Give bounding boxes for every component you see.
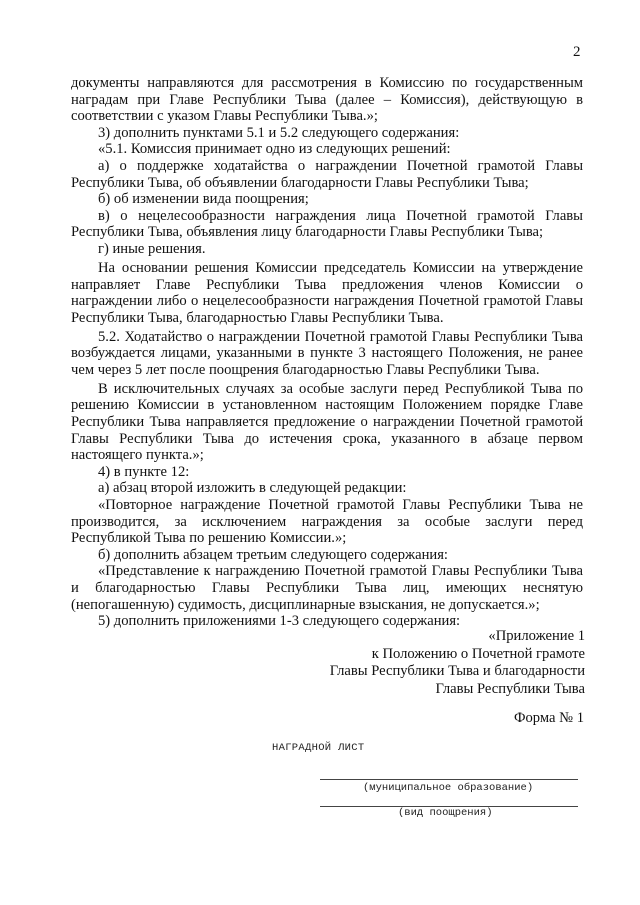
paragraph-item-5: 5) дополнить приложениями 1-3 следующего содержания:	[98, 613, 461, 630]
document-body	[71, 75, 583, 630]
paragraph-decision-g: г) иные решения.	[98, 240, 206, 257]
paragraph-item-4-a: а) абзац второй изложить в следующей редакции:	[98, 480, 407, 497]
municipality-caption: (муниципальное образование)	[363, 782, 534, 794]
paragraph-chairman: На основании решения Комиссии председатель Комиссии на утверждение направляет Главе Республики Тыва предложения членов Комиссии о награждении либо о нецелесообразности награждения Почетной грамотой Главы Республики Тыва, благодарностью Главы Республики Тыва.	[71, 259, 583, 326]
paragraph-item-4-b: б) дополнить абзацем третьим следующего содержания:	[98, 546, 448, 563]
municipality-field-line	[320, 779, 578, 780]
appendix-line: к Положению о Почетной грамоте	[371, 645, 585, 662]
form-number: Форма № 1	[513, 710, 584, 726]
appendix-line: «Приложение 1	[488, 628, 585, 644]
award-sheet-title: НАГРАДНОЙ ЛИСТ	[272, 742, 365, 754]
paragraph-conviction: «Представление к награждению Почетной грамотой Главы Республики Тыва и благодарностью Главы Республики Тыва лиц, имеющих неснятую (непогашенную) судимость, дисциплинарные взыскания, не допускается.»;	[71, 563, 583, 613]
appendix-header	[330, 628, 585, 698]
appendix-line: Главы Республики Тыва и благодарности	[329, 663, 585, 680]
paragraph-decision-v: в) о нецелесообразности награждения лица Почетной грамотой Главы Республики Тыва, объявления лицу благодарности Главы Республики Тыва;	[71, 207, 583, 241]
paragraph-decision-a: а) о поддержке ходатайства о награждении Почетной грамотой Главы Республики Тыва, об объявлении благодарности Главы Республики Тыва;	[71, 157, 583, 191]
appendix-line: Главы Республики Тыва	[435, 680, 585, 697]
paragraph-5-1: «5.1. Комиссия принимает одно из следующих решений:	[98, 141, 451, 158]
page-number: 2	[573, 44, 581, 60]
paragraph-item-4: 4) в пункте 12:	[98, 463, 190, 480]
paragraph-exceptional: В исключительных случаях за особые заслуги перед Республикой Тыва по решению Комиссии в установленном настоящим Положением порядке Главе Республики Тыва направляется предложение о награждении Почетной грамотой Главы Республики Тыва до истечения срока, указанного в абзаце первом настоящего пункта.»;	[71, 380, 583, 464]
award-type-caption: (вид поощрения)	[398, 807, 493, 819]
paragraph-repeat-award: «Повторное награждение Почетной грамотой Главы Республики Тыва не производится, за исключением награждения за особые заслуги перед Республикой Тыва по решению Комиссии.»;	[71, 497, 583, 547]
paragraph-5-2: 5.2. Ходатайство о награждении Почетной грамотой Главы Республики Тыва возбуждается лицами, указанными в пункте 3 настоящего Положения, не ранее чем через 5 лет после поощрения благодарностью Главы Республики Тыва.	[71, 328, 583, 378]
paragraph-intro: документы направляются для рассмотрения в Комиссию по государственным наградам при Главе Республики Тыва (далее – Комиссия), действующую в соответствии с указом Главы Республики Тыва.»;	[71, 75, 583, 125]
paragraph-item-3: 3) дополнить пунктами 5.1 и 5.2 следующего содержания:	[98, 124, 460, 141]
paragraph-decision-b: б) об изменении вида поощрения;	[98, 191, 309, 208]
